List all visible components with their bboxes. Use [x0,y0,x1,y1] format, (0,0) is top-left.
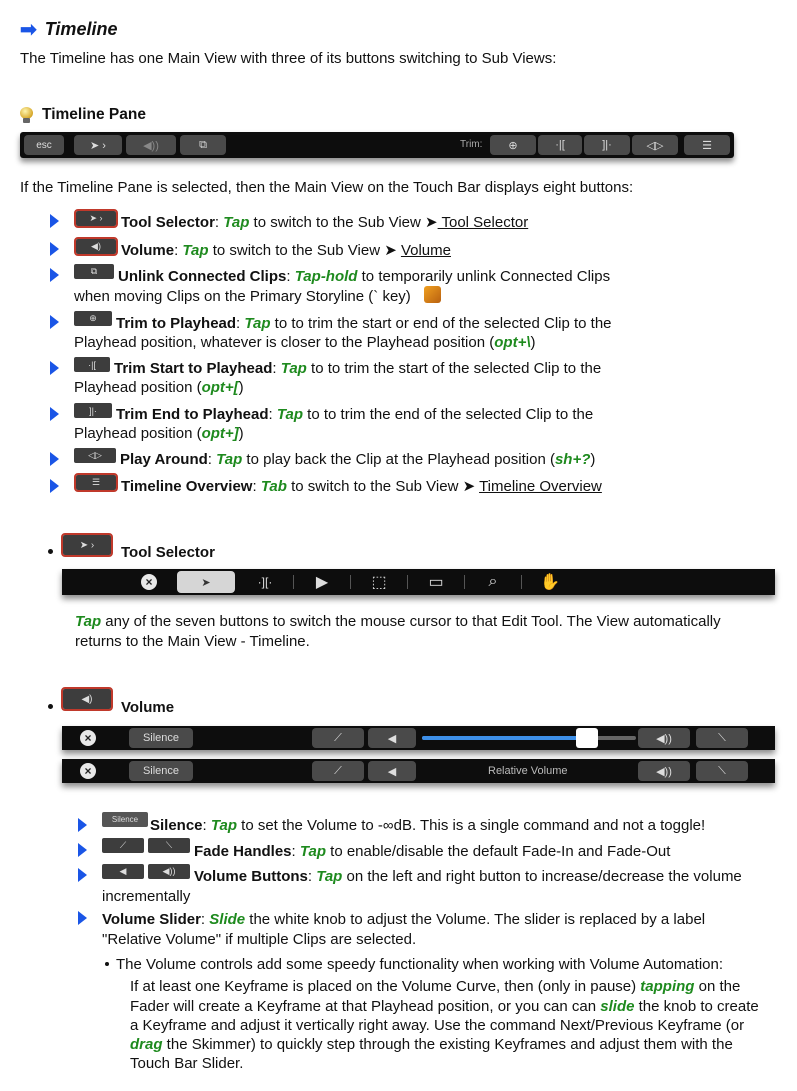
trim-playhead-thumb [74,311,112,326]
list-item: Trim Start to Playhead: Tap to to trim the start of the selected Clip to the [114,360,602,377]
hand-tool-button[interactable] [525,571,575,593]
unlink-thumb [74,264,114,279]
timeline-overview-thumb [76,475,116,490]
volume-down-thumb [102,864,144,879]
blade-icon: ▭ [428,574,444,591]
lightbulb-icon [20,107,34,123]
volume-subitem: Silence: Tap to set the Volume to -∞dB. This is a single command and not a toggle! [150,817,706,834]
list-item-line2: when moving Clips on the Primary Storyline (` key) [74,288,411,305]
list-item-line2: Playhead position (opt+]) [74,425,244,442]
silence-button[interactable]: Silence [129,728,193,748]
bullet-triangle-icon [78,911,87,925]
fade-out-button[interactable] [696,728,748,748]
list-item: Timeline Overview: Tab to switch to the Sub View ➤ Timeline Overview [121,478,602,495]
tool-selector-desc: Tap any of the seven buttons to switch the mouse cursor to that Edit Tool. The View automatically [75,613,721,630]
speaker-icon: ◀) [81,693,93,705]
volume-down-button[interactable] [368,728,416,748]
volume-slider[interactable] [422,736,636,740]
main-view-text: If the Timeline Pane is selected, then the Main View on the Touch Bar displays eight buttons: [20,179,634,196]
speaker-icon: ◀) [91,241,101,251]
select-tool-button[interactable] [177,571,235,593]
list-item: Tool Selector: Tap to switch to the Sub View ➤ Tool Selector [121,214,529,231]
note-line2: Fader will create a Keyframe at that Playhead position, or you can can slide the knob to create [130,998,759,1015]
list-item-line2: Playhead position, whatever is closer to the Playhead position (opt+\) [74,334,536,351]
volume-thumb [63,689,111,709]
pane-title: Timeline Pane [42,106,146,123]
play-around-icon: ◁▷ [88,450,102,460]
hamburger-icon: ☰ [702,139,712,152]
bullet-triangle-icon [50,242,59,256]
subview-title: Tool Selector [121,544,215,561]
trim-end-icon: ]|· [602,139,612,151]
pane-heading [20,106,146,124]
unlink-clips-button[interactable] [180,135,226,155]
play-around-button[interactable] [632,135,678,155]
fade-in-icon: ⟋ [119,840,127,850]
close-icon[interactable]: × [80,763,96,779]
list-item: Trim End to Playhead: Tap to to trim the end of the selected Clip to the [116,406,594,423]
volume-subitem: Fade Handles: Tap to enable/disable the default Fade-In and Fade-Out [194,843,671,860]
volume-subitem-line2: incrementally [102,888,191,905]
bullet-triangle-icon [50,315,59,329]
volume-up-button[interactable] [638,761,690,781]
unlink-icon: ⧉ [90,266,98,276]
position-arrow-icon: ▶ [315,574,329,591]
note-line1: If at least one Keyframe is placed on the Volume Curve, then (only in pause) tapping on the [130,978,741,995]
speaker-high-icon: ◀)) [656,765,672,778]
speaker-low-icon: ◀ [387,765,397,778]
section-heading [20,17,117,42]
tool-selector-thumb [76,211,116,226]
magnifier-icon: ⌕ [488,573,498,590]
fade-out-icon: ⟍ [165,840,173,850]
timeline-overview-link[interactable]: Timeline Overview [479,478,602,495]
note-line4: drag the Skimmer) to quickly step through the existing Keyframes and adjust them with the [130,1036,733,1053]
volume-thumb [76,239,116,254]
fade-in-button[interactable] [312,728,364,748]
close-icon[interactable]: × [141,574,157,590]
cursor-arrow-icon: ➤ › [89,213,103,223]
list-item: Play Around: Tap to play back the Clip at the Playhead position (sh+?) [120,451,596,468]
speaker-low-icon: ◀ [119,866,127,876]
trim-to-playhead-button[interactable] [490,135,536,155]
trim-end-button[interactable] [584,135,630,155]
fade-in-icon: ⟋ [334,731,342,744]
bullet-triangle-icon [78,843,87,857]
bullet-triangle-icon [50,479,59,493]
volume-up-thumb [148,864,190,879]
note-line5: Touch Bar Slider. [130,1055,244,1072]
relative-volume-label: Relative Volume [488,765,568,777]
play-around-thumb [74,448,116,463]
speaker-high-icon: ◀)) [162,866,176,876]
volume-slider-knob[interactable] [576,728,598,748]
tool-selector-desc-line2: returns to the Main View - Timeline. [75,633,310,650]
speaker-high-icon: ◀)) [656,732,672,745]
section-title: Timeline [44,19,118,39]
trim-tool-icon: ·][· [257,575,273,589]
esc-button[interactable]: esc [24,135,64,155]
play-around-icon: ◁▷ [646,139,664,152]
trim-end-thumb [74,403,112,418]
volume-slider-fill [422,736,587,740]
trim-start-button[interactable] [538,135,582,155]
position-tool-button[interactable] [297,571,347,593]
fade-in-thumb [102,838,144,853]
keyboard-shortcut-icon [424,286,441,303]
trim-label: Trim: [460,139,483,150]
blade-tool-button[interactable] [411,571,461,593]
trim-start-thumb [74,357,110,372]
bullet-triangle-icon [78,818,87,832]
volume-touch-bar-relative [62,759,775,783]
close-icon[interactable]: × [80,730,96,746]
list-item: Trim to Playhead: Tap to to trim the start or end of the selected Clip to the [116,315,612,332]
speaker-icon: ◀)) [143,139,159,152]
trim-start-icon: ·|[ [555,139,565,151]
tool-selector-link[interactable]: Tool Selector [437,214,529,231]
cursor-arrow-icon: ➤ › [90,139,106,152]
bullet-triangle-icon [78,868,87,882]
bullet-dot [105,962,109,966]
tool-selector-touch-bar [62,569,775,595]
bullet-triangle-icon [50,361,59,375]
trim-tool-button[interactable] [240,571,290,593]
bullet-dot [48,549,53,554]
timeline-touch-bar [20,132,734,158]
speaker-low-icon: ◀ [387,732,397,745]
range-select-icon: ⬚ [371,574,387,591]
bullet-triangle-icon [50,407,59,421]
volume-up-button[interactable] [638,728,690,748]
unlink-icon: ⧉ [199,138,207,151]
bullet-triangle-icon [50,214,59,228]
silence-thumb: Silence [102,812,148,827]
volume-subitem: Volume Slider: Slide the white knob to adjust the Volume. The slider is replaced by a label [102,911,706,928]
note-line3: a Keyframe and adjust it vertically right away. Use the command Next/Previous Keyframe (or [130,1017,745,1034]
cursor-arrow-icon: ➤ › [79,539,95,551]
trim-playhead-icon: ⊕ [89,313,97,323]
hamburger-icon: ☰ [91,477,101,487]
bullet-triangle-icon [50,268,59,282]
trim-playhead-icon: ⊕ [508,139,518,152]
silence-button[interactable]: Silence [129,761,193,781]
fade-out-thumb [148,838,190,853]
fade-in-icon: ⟋ [334,764,342,777]
trim-end-icon: ]|· [89,405,97,416]
fade-out-button[interactable] [696,761,748,781]
bullet-triangle-icon [50,452,59,466]
volume-link[interactable]: Volume [400,242,451,259]
volume-subitem-line2: "Relative Volume" if multiple Clips are selected. [102,931,417,948]
volume-touch-bar [62,726,775,750]
subview-title: Volume [121,699,175,716]
hand-icon: ✋ [540,574,560,591]
fade-in-button[interactable] [312,761,364,781]
fade-out-icon: ⟍ [718,764,726,777]
list-item: Unlink Connected Clips: Tap-hold to temporarily unlink Connected Clips [118,268,611,285]
volume-down-button[interactable] [368,761,416,781]
timeline-overview-button[interactable] [684,135,730,155]
list-item-line2: Playhead position (opt+[) [74,379,244,396]
volume-button[interactable] [126,135,176,155]
zoom-tool-button[interactable] [468,571,518,593]
list-item: Volume: Tap to switch to the Sub View ➤ Volume [121,242,451,259]
tool-selector-button[interactable] [74,135,122,155]
volume-subitem: Volume Buttons: Tap on the left and right button to increase/decrease the volume [194,868,742,885]
trim-start-icon: ·|[ [88,359,96,370]
fade-out-icon: ⟍ [718,731,726,744]
intro-text: The Timeline has one Main View with three of its buttons switching to Sub Views: [20,50,557,67]
note-lead: The Volume controls add some speedy functionality when working with Volume Automation: [116,956,724,973]
range-tool-button[interactable] [354,571,404,593]
bullet-dot [48,704,53,709]
arrow-cursor-icon: ➤ [201,576,211,589]
arrow-right-icon: ➡ [20,19,37,41]
tool-selector-thumb [63,535,111,555]
